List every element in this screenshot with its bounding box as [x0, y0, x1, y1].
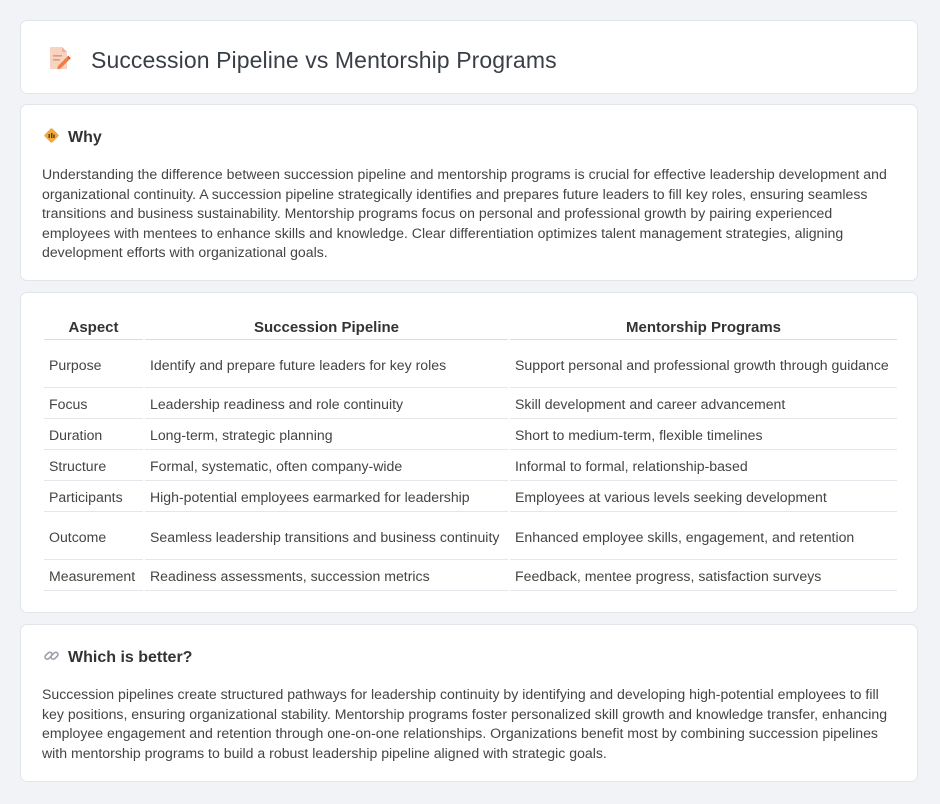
page-title: Succession Pipeline vs Mentorship Programs [91, 47, 557, 73]
document-edit-icon [47, 45, 71, 76]
comparison-section [20, 292, 918, 613]
cell-succession: Identify and prepare future leaders for key roles [145, 342, 508, 388]
cell-mentorship: Informal to formal, relationship-based [510, 452, 897, 481]
cell-succession: Formal, systematic, often company-wide [145, 452, 508, 481]
header-aspect: Aspect [44, 315, 143, 340]
table-row [44, 342, 897, 388]
why-section [20, 104, 918, 281]
cell-mentorship: Support personal and professional growth through guidance [510, 342, 897, 388]
cell-aspect: Measurement [44, 562, 143, 591]
table-row [44, 514, 897, 560]
cell-mentorship: Enhanced employee skills, engagement, and retention [510, 514, 897, 560]
cell-aspect: Participants [44, 483, 143, 512]
which-better-heading: Which is better? [68, 649, 193, 666]
cell-mentorship: Feedback, mentee progress, satisfaction surveys [510, 562, 897, 591]
table-row [44, 562, 897, 591]
link-icon [43, 647, 60, 669]
table-row [44, 452, 897, 481]
which-better-section [20, 624, 918, 782]
cell-aspect: Purpose [44, 342, 143, 388]
cell-aspect: Duration [44, 421, 143, 450]
header-mentorship: Mentorship Programs [510, 315, 897, 340]
why-heading: Why [68, 129, 102, 146]
cell-mentorship: Employees at various levels seeking development [510, 483, 897, 512]
cell-succession: Leadership readiness and role continuity [145, 390, 508, 419]
cell-succession: Seamless leadership transitions and business continuity [145, 514, 508, 560]
title-card [20, 20, 918, 94]
cell-aspect: Outcome [44, 514, 143, 560]
cell-succession: Readiness assessments, succession metrics [145, 562, 508, 591]
cell-succession: High-potential employees earmarked for leadership [145, 483, 508, 512]
why-text: Understanding the difference between succession pipeline and mentorship programs is crucial for effective leadership development and organizational continuity. A succession pipeline strategically identifies and prepares future leaders to fill key roles, ensuring seamless transitions and business sustainability. Mentorship programs focus on personal and professional growth by pairing experienced employees with mentees to enhance skills and knowledge. Clear differentiation optimizes talent management strategies, aligning development efforts with organizational goals. [42, 166, 887, 260]
cell-mentorship: Skill development and career advancement [510, 390, 897, 419]
cell-succession: Long-term, strategic planning [145, 421, 508, 450]
table-header-row [44, 315, 897, 340]
table-row [44, 483, 897, 512]
header-succession: Succession Pipeline [145, 315, 508, 340]
which-better-text: Succession pipelines create structured pathways for leadership continuity by identifying and developing high-potential employees to fill key positions, ensuring organizational stability. Mentorship programs foster personalized skill growth and knowledge transfer, enhancing employee engagement and retention through one-on-one relationships. Organizations benefit most by combining succession pipelines with mentorship programs to build a robust leadership pipeline aligned with strategic goals. [42, 686, 888, 761]
cell-mentorship: Short to medium-term, flexible timelines [510, 421, 897, 450]
diamond-sign-icon [43, 127, 60, 149]
table-row [44, 390, 897, 419]
cell-aspect: Focus [44, 390, 143, 419]
cell-aspect: Structure [44, 452, 143, 481]
table-row [44, 421, 897, 450]
comparison-table [42, 313, 899, 593]
